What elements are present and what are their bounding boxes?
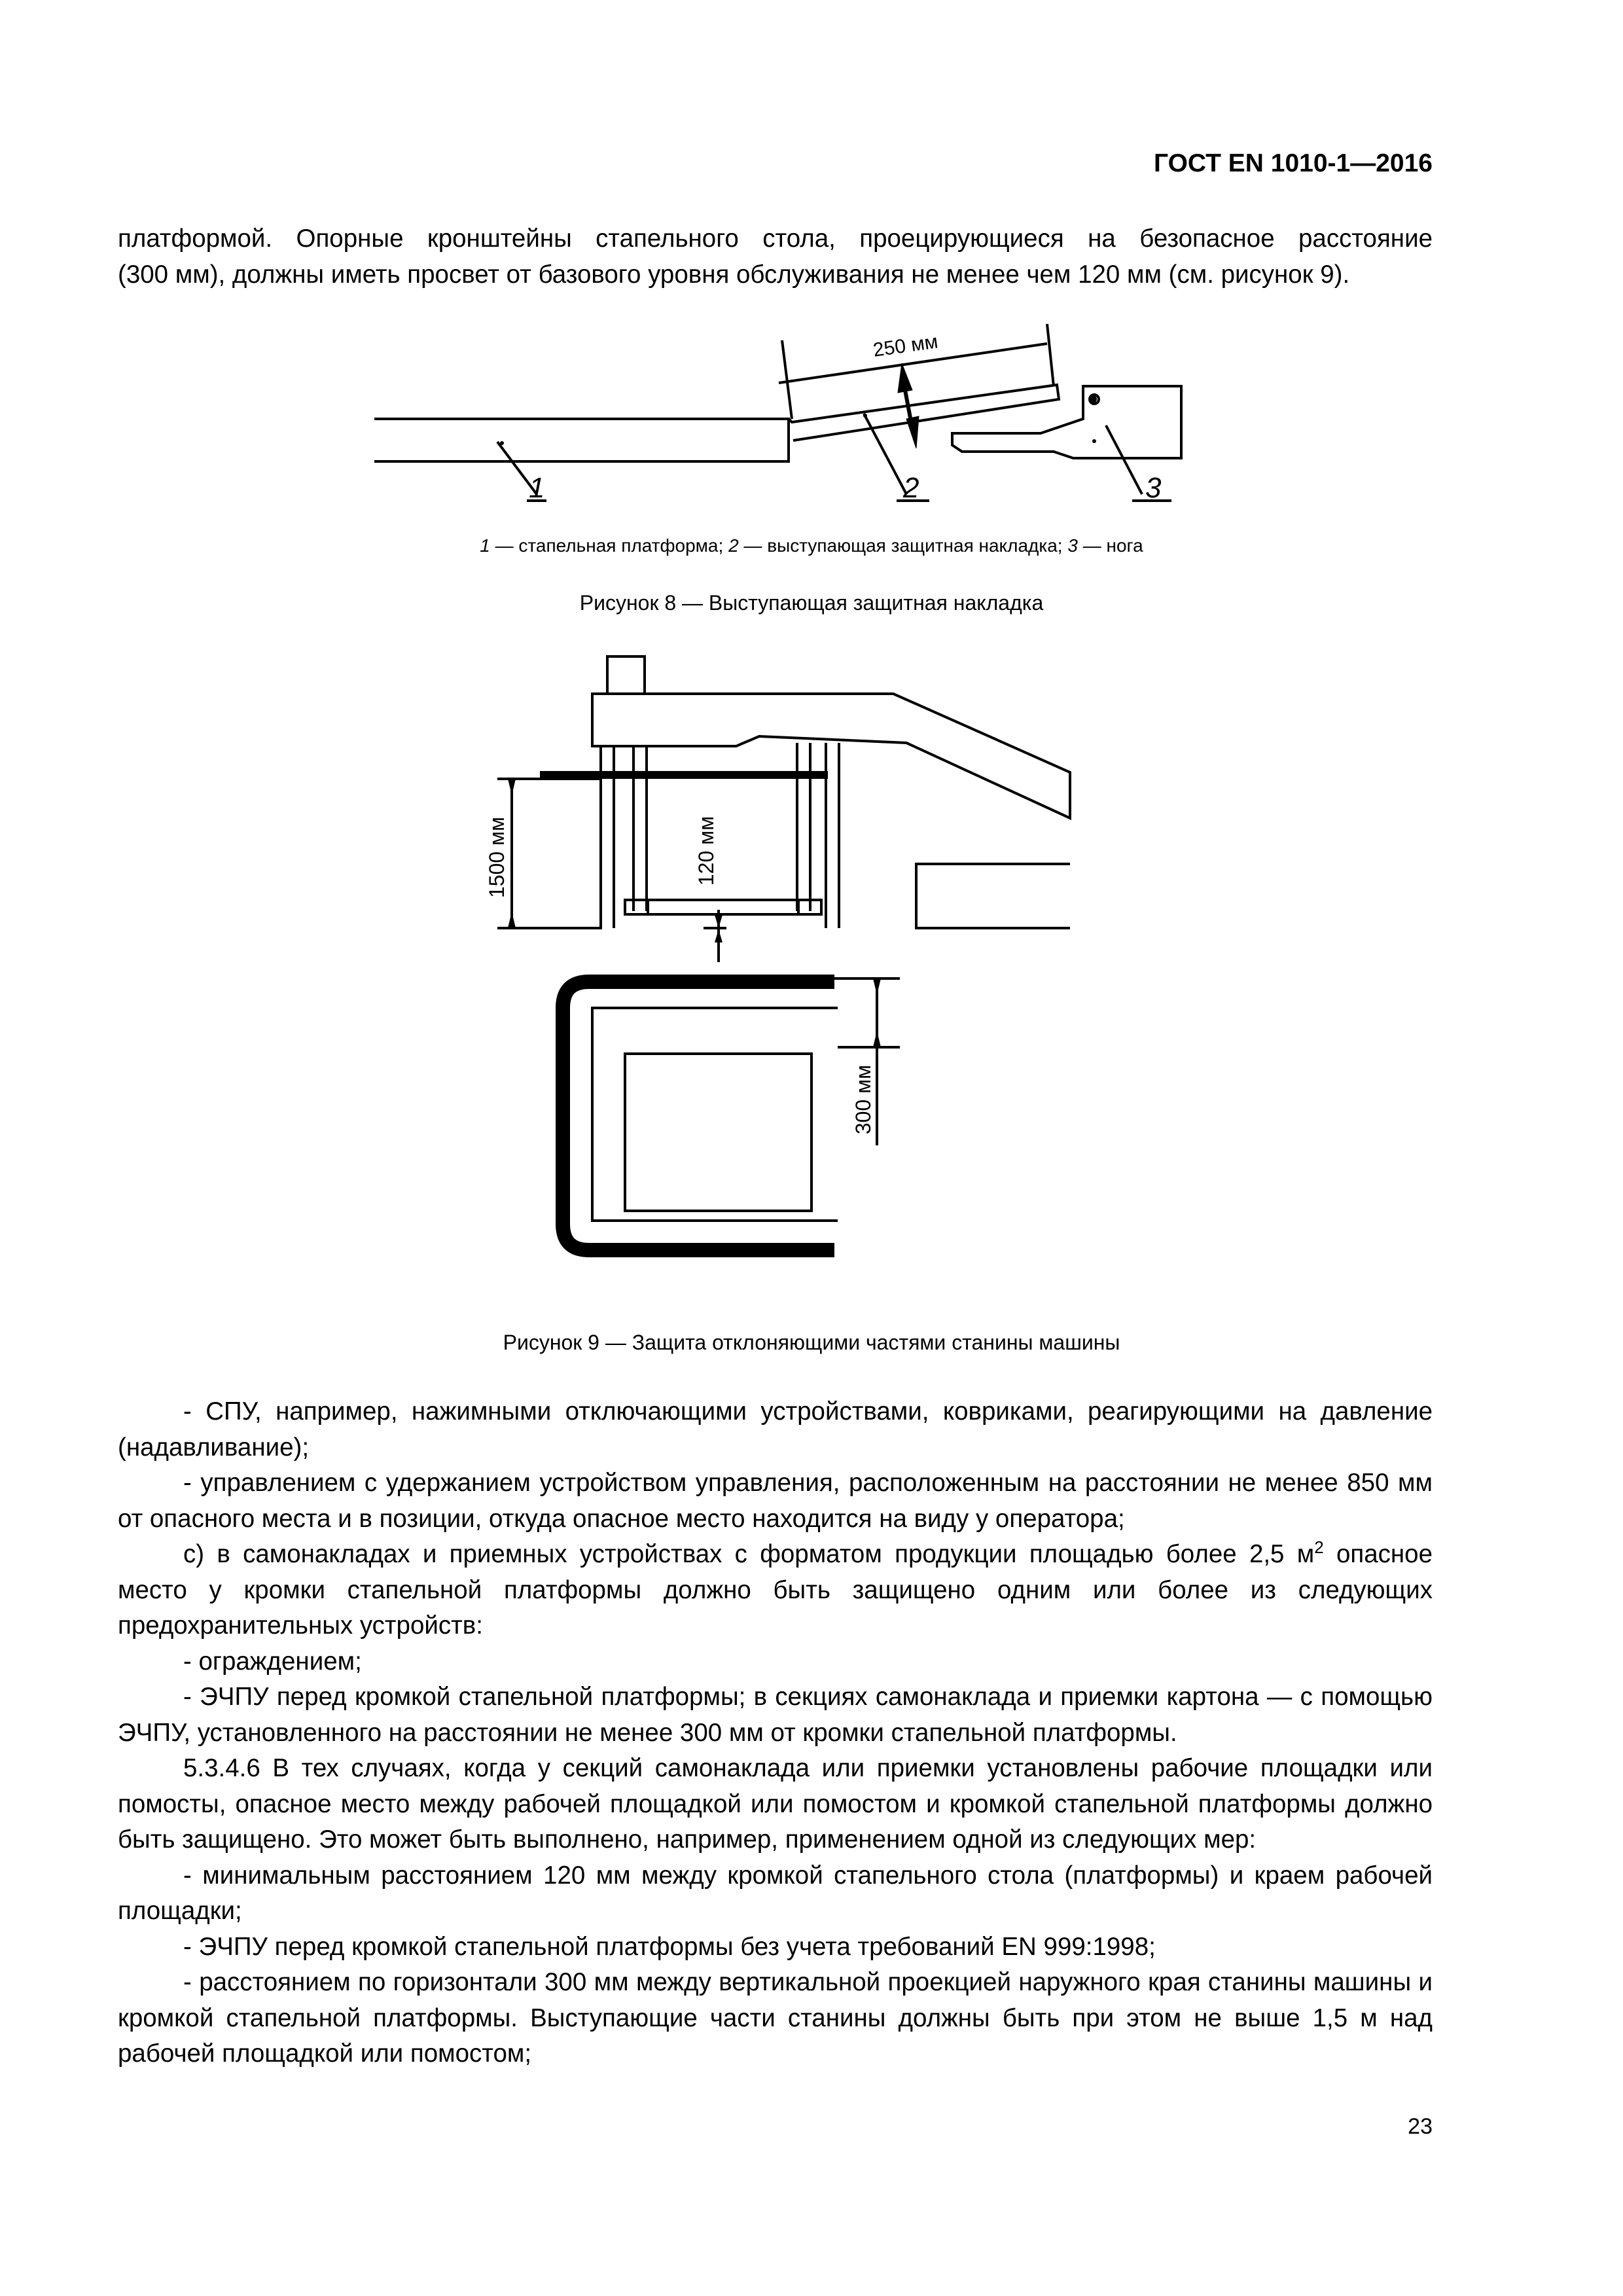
list-item-hold-control: - управлением с удержанием устройством управления, расположенным на расстоянии не менее 850 мм от опасного места и в позиции, откуда опасное место находится на виду у оператора; <box>118 1469 1433 1533</box>
stacking-table-bar <box>540 771 828 779</box>
item-c-text-b: опасное место у кромки стапельной платформы должно быть защищено одним или более из следующих предохранительных устройств: <box>118 1540 1433 1640</box>
legend-text-1: — стапельная платформа; <box>490 535 729 556</box>
body-text <box>118 1394 1433 2072</box>
list-item-echpu: - ЭЧПУ перед кромкой стапельной платформы; в секциях самонаклада и приемки картона — с помощью ЭЧПУ, установленного на расстоянии не менее 300 мм от кромки стапельной платформы. <box>118 1683 1433 1747</box>
callout-leader-3 <box>1106 425 1142 494</box>
page-number: 23 <box>1408 2114 1433 2139</box>
dimension-label-1500: 1500 мм <box>485 816 508 899</box>
legend-text-3: — нога <box>1077 535 1143 556</box>
document-code: ГОСТ EN 1010-1—2016 <box>1154 149 1433 177</box>
list-item-guard: - ограждением; <box>183 1647 362 1676</box>
dimension-label-250: 250 мм <box>872 331 940 361</box>
legend-number-3: 3 <box>1067 535 1078 556</box>
callout-label-1: 1 <box>529 472 545 504</box>
item-c-superscript: 2 <box>1314 1537 1324 1558</box>
callout-label-3: 3 <box>1145 472 1162 504</box>
top-block-shape <box>607 656 645 694</box>
intro-paragraph <box>118 221 1433 293</box>
list-item-echpu-en999: - ЭЧПУ перед кромкой стапельной платформы без учета требований EN 999:1998; <box>183 1932 1156 1961</box>
figure-9-caption: Рисунок 9 — Защита отклоняющими частями станины машины <box>503 1331 1120 1354</box>
foot-shape <box>952 386 1181 458</box>
intro-line-2: (300 мм), должны иметь просвет от базового уровня обслуживания не менее чем 120 мм (см. рисунок 9). <box>118 260 1350 289</box>
figure-8-caption: Рисунок 8 — Выступающая защитная накладка <box>579 591 1044 615</box>
list-item-spu: - СПУ, например, нажимными отключающими устройствами, ковриками, реагирующими на давление (надавливание); <box>118 1397 1433 1462</box>
intro-line-1: платформой. Опорные кронштейны стапельного стола, проецирующиеся на безопасное расстояние <box>118 224 1433 253</box>
stack-plan-shape <box>625 1054 812 1211</box>
clause-5-3-4-6: 5.3.4.6 В тех случаях, когда у секций самонаклада или приемки установлены рабочие площадки или помосты, опасное место между рабочей площадкой или помостом и кромкой стапельной платформы должно быть защищено. Это может быть выполнено, например, применением одной из следующих мер: <box>118 1754 1433 1854</box>
dimension-label-300: 300 мм <box>851 1064 875 1135</box>
dimension-label-120: 120 мм <box>694 816 718 886</box>
legend-number-1: 1 <box>480 535 490 556</box>
stacking-platform-shape <box>374 419 789 461</box>
list-item-horizontal-distance: - расстоянием по горизонтали 300 мм между вертикальной проекцией наружного края станины машины и кромкой стапельной платформы. Выступающие части станины должны быть при этом не выше 1,5 м над рабочей площадкой или помостом; <box>118 1968 1433 2068</box>
figure-9-drawing <box>0 648 1623 1316</box>
list-item-min-distance: - минимальным расстоянием 120 мм между кромкой стапельного стола (платформы) и краем рабочей площадки; <box>118 1861 1433 1925</box>
legend-number-2: 2 <box>728 535 739 556</box>
callout-label-2: 2 <box>903 472 919 504</box>
frame-plan-inner-shape <box>592 1008 838 1221</box>
list-item-c <box>118 1537 1433 1644</box>
pallet-shape <box>625 900 821 914</box>
figure-8-drawing <box>0 314 1623 530</box>
figure-8-legend <box>0 535 1623 556</box>
legend-text-2: — выступающая защитная накладка; <box>738 535 1068 556</box>
item-c-text-a: с) в самонакладах и приемных устройствах с форматом продукции площадью более 2,5 м <box>183 1540 1315 1568</box>
work-platform-shape <box>916 864 1070 928</box>
machine-frame-shape <box>592 694 1070 818</box>
